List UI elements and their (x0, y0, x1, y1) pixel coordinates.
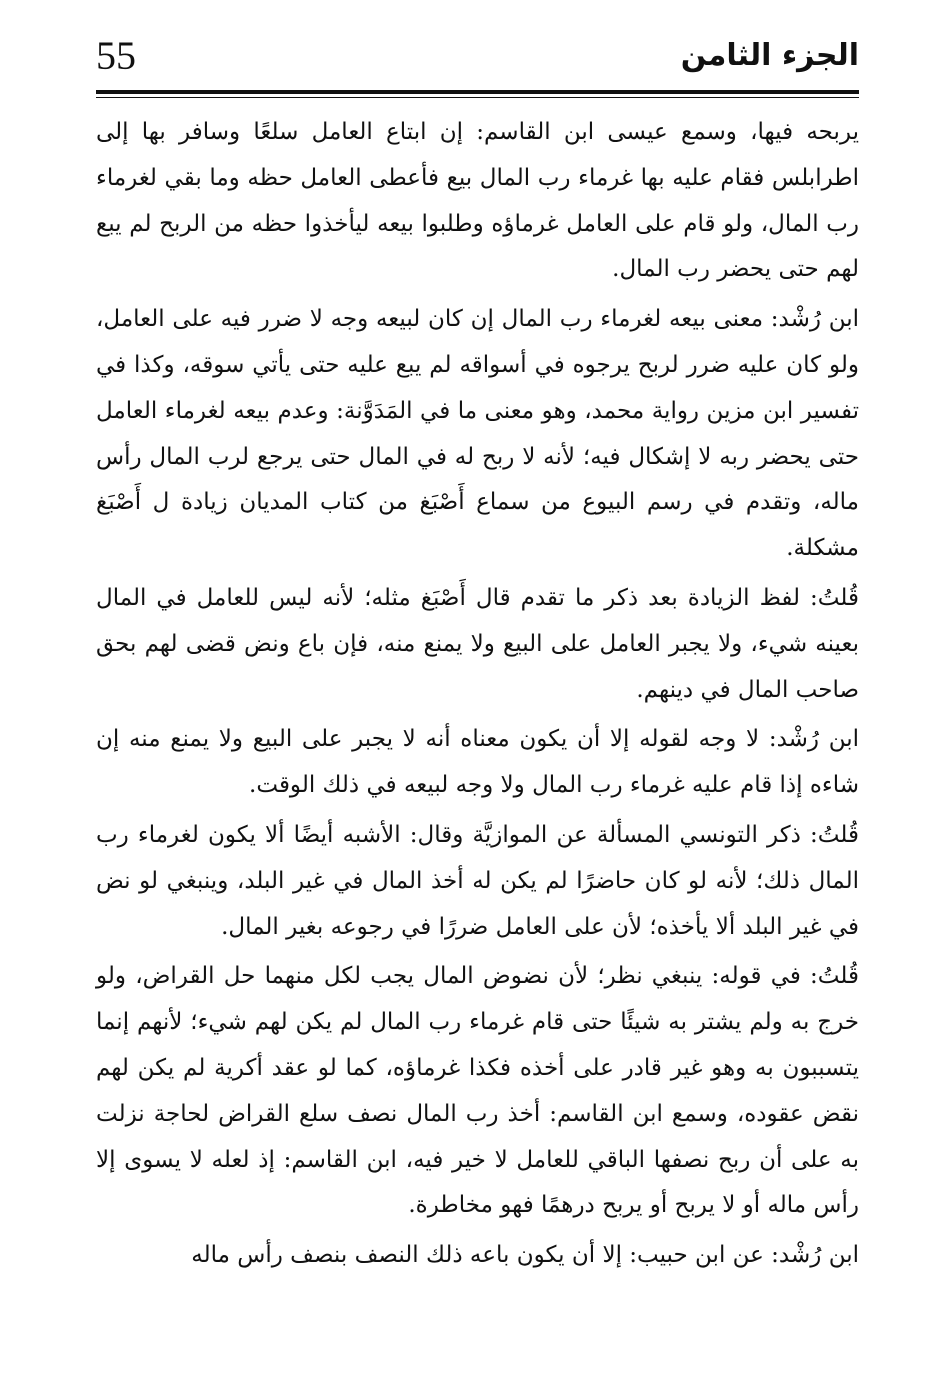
paragraph: ابن رُشْد: عن ابن حبيب: إلا أن يكون باعه ذلك النصف بنصف رأس ماله (191, 1242, 859, 1269)
page-header (96, 28, 859, 88)
header-rule-thin (96, 97, 859, 98)
header-rule-thick (96, 90, 859, 94)
paragraph: قُلتُ: لفظ الزيادة بعد ذكر ما تقدم قال أَصْبَغ مثله؛ لأنه ليس للعامل في المال بعينه شيء، ولا يجبر العامل على البيع ولا يمنع منه، فإن باع ونض قضى لهم بحق صاحب المال في دينهم. (96, 584, 859, 703)
page-number: 55 (96, 33, 136, 78)
paragraph: قُلتُ: ذكر التونسي المسألة عن الموازيَّة وقال: الأشبه أيضًا ألا يكون لغرماء رب المال ذلك؛ لأنه لو كان حاضرًا لم يكن له أخذ المال في غير البلد، وينبغي لو نض في غير البلد ألا يأخذه؛ لأن على العامل ضررًا في رجوعه بغير المال. (96, 821, 859, 940)
running-head: الجزء الثامن (680, 38, 859, 73)
main-text (96, 110, 859, 1283)
paragraph: قُلتُ: في قوله: ينبغي نظر؛ لأن نضوض المال يجب لكل منهما حل القراض، ولو خرج به ولم يشتر به شيئًا حتى قام غرماء رب المال لم يكن لهم شيء؛ لأنهم إنما يتسببون به وهو غير قادر على أخذه فكذا غرماؤه، كما لو عقد أكرية لم يكن لهم نقض عقوده، وسمع ابن القاسم: أخذ رب المال نصف سلع القراض لحاجة نزلت به على أن ربح نصفها الباقي للعامل لا خير فيه، ابن القاسم: إذ لعله لا يسوى إلا رأس ماله أو لا يربح أو يربح درهمًا فهو مخاطرة. (96, 963, 859, 1219)
paragraph: يربحه فيها، وسمع عيسى ابن القاسم: إن ابتاع العامل سلعًا وسافر بها إلى اطرابلس فقام عليه بها غرماء رب المال بيع فأعطى العامل حظه وما بقي لغرماء رب المال، ولو قام على العامل غرماؤه وطلبوا بيعه ليأخذوا حظه من الربح لم يبع لهم حتى يحضر رب المال. (96, 119, 859, 283)
paragraph: ابن رُشْد: لا وجه لقوله إلا أن يكون معناه أنه لا يجبر على البيع ولا يمنع منه إن شاءه إذا قام عليه غرماء رب المال ولا وجه لبيعه في ذلك الوقت. (96, 726, 859, 799)
paragraph: ابن رُشْد: معنى بيعه لغرماء رب المال إن كان لبيعه وجه لا ضرر فيه على العامل، ولو كان عليه ضرر لربح يرجوه في أسواقه لم يبع عليه حتى يأتي سوقه، وكذا في تفسير ابن مزين رواية محمد، وهو معنى ما في المَدَوَّنة: وعدم بيعه لغرماء العامل حتى يحضر ربه لا إشكال فيه؛ لأنه لا ربح له في المال حتى يرجع لرب المال رأس ماله، وتقدم في رسم البيوع من سماع أَصْبَغ من كتاب المديان زيادة ل أَصْبَغ مشكلة. (96, 306, 859, 562)
